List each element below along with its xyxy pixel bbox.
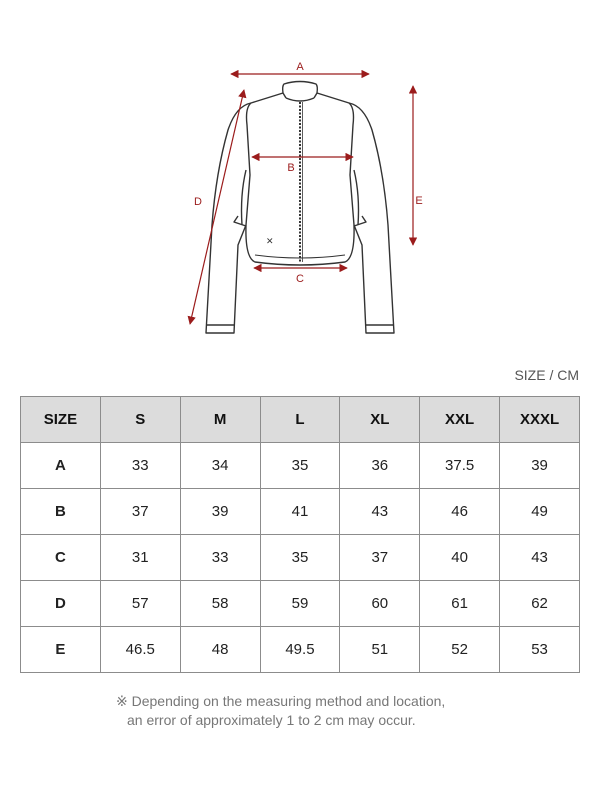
- table-cell: 33: [180, 535, 260, 581]
- table-cell: 35: [260, 443, 340, 489]
- table-cell: 57: [100, 581, 180, 627]
- table-cell: 61: [420, 581, 500, 627]
- header-cell: SIZE: [21, 397, 101, 443]
- table-cell: 59: [260, 581, 340, 627]
- table-cell: 33: [100, 443, 180, 489]
- dim-label-b: B: [287, 162, 295, 174]
- unit-label: SIZE / CM: [514, 367, 579, 383]
- header-cell: XXXL: [500, 397, 580, 443]
- table-cell: 62: [500, 581, 580, 627]
- row-label: D: [21, 581, 101, 627]
- header-cell: L: [260, 397, 340, 443]
- table-cell: 60: [340, 581, 420, 627]
- row-label: C: [21, 535, 101, 581]
- table-row: [21, 581, 580, 627]
- row-label: A: [21, 443, 101, 489]
- table-cell: 41: [260, 489, 340, 535]
- table-cell: 58: [180, 581, 260, 627]
- table-cell: 48: [180, 627, 260, 673]
- table-row: [21, 535, 580, 581]
- table-cell: 37: [100, 489, 180, 535]
- note-line-2: an error of approximately 1 to 2 cm may occur.: [127, 712, 416, 728]
- table-cell: 40: [420, 535, 500, 581]
- table-cell: 37: [340, 535, 420, 581]
- table-header-row: [21, 397, 580, 443]
- table-cell: 53: [500, 627, 580, 673]
- table-cell: 51: [340, 627, 420, 673]
- table-cell: 39: [500, 443, 580, 489]
- table-cell: 37.5: [420, 443, 500, 489]
- dim-label-e: E: [415, 195, 423, 207]
- header-cell: XL: [340, 397, 420, 443]
- dim-label-a: A: [296, 61, 304, 73]
- table-cell: 49.5: [260, 627, 340, 673]
- table-cell: 46: [420, 489, 500, 535]
- header-cell: S: [100, 397, 180, 443]
- table-cell: 49: [500, 489, 580, 535]
- table-row: [21, 443, 580, 489]
- measurement-note: [116, 692, 445, 730]
- table-cell: 43: [340, 489, 420, 535]
- jacket-measurement-diagram: [0, 0, 600, 350]
- dim-label-c: C: [296, 273, 304, 285]
- table-cell: 52: [420, 627, 500, 673]
- table-row: [21, 627, 580, 673]
- table-cell: 36: [340, 443, 420, 489]
- table-cell: 35: [260, 535, 340, 581]
- table-cell: 46.5: [100, 627, 180, 673]
- row-label: E: [21, 627, 101, 673]
- table-cell: 34: [180, 443, 260, 489]
- dim-label-d: D: [194, 196, 202, 208]
- row-label: B: [21, 489, 101, 535]
- table-row: [21, 489, 580, 535]
- logo-mark: ✕: [266, 237, 274, 247]
- table-cell: 43: [500, 535, 580, 581]
- note-line-1: ※ Depending on the measuring method and location,: [116, 693, 446, 709]
- table-cell: 39: [180, 489, 260, 535]
- header-cell: XXL: [420, 397, 500, 443]
- header-cell: M: [180, 397, 260, 443]
- table-cell: 31: [100, 535, 180, 581]
- size-chart-table: [20, 396, 580, 673]
